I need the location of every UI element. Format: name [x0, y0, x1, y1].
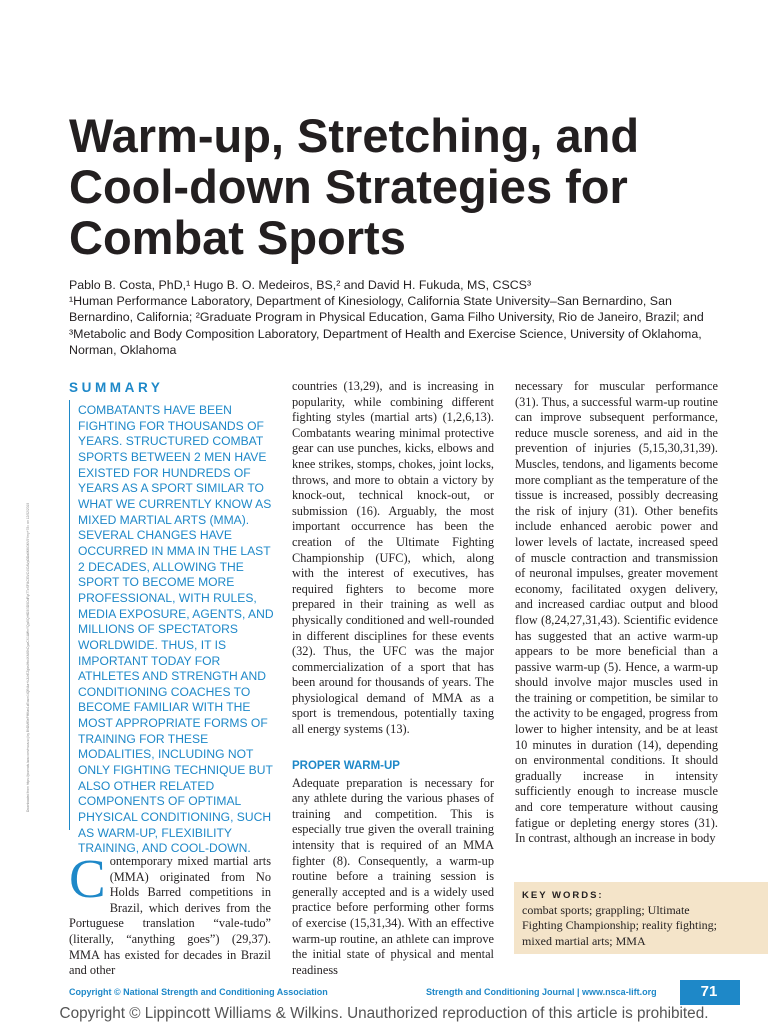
body-paragraph: necessary for muscular performance (31). Thus, a successful warm-up routine can improve subsequent performance, reduce muscle soreness, and aid in the prevention of injuries (5,15,30,31,39). Muscles, tendons, and ligaments become more compliant as the temperature of the tissue is increased, possibly decreasing the risk of injury (31). Other benefits include enhanced aerobic power and lower levels of lactate, increased speed of muscle contraction and transmission of neuronal impulses, greater movement economy, facilitated oxygen delivery, and increased cardiac output and blood flow (8,24,27,31,43). Scientific evidence has suggested that an active warm-up appears to be more beneficial than a passive warm-up (5). Hence, a warm-up should involve major muscles used in the training or competition, be similar to the activity to be engaged, progress from lower to higher intensity, and be at least 10 minutes in duration (14), depending on environmental conditions. It should gradually increase in intensity sufficiently enough to increase muscle and core temperature without causing fatigue or depleting energy stores (31). In contrast, although an increase in body [515, 379, 718, 846]
column-3 [515, 379, 718, 847]
body-paragraph: countries (13,29), and is increasing in popularity, while combining different fighting styles (martial arts) (1,2,6,13). Combatants wearing minimal protective gear can use punches, kicks, elbows and knee strikes, stomps, chokes, joint locks, throws, and more to obtain a victory by knock-out, technical knock-out, or submission (16). Arguably, the most important occurrence has been the creation of the Ultimate Fighting Championship (UFC), which, along with the interest of executives, has required fighters to become more prepared in their training as well as physically conditioned and well-rounded in different disciplines for these events (32). Thus, the UFC was the major commercialization of a sport that has been around for thousands of years. The physiological demand of MMA as a sport is tremendous, potentially taxing all energy systems (13). [292, 379, 494, 737]
footer-copyright: Copyright © National Strength and Conditioning Association [69, 987, 328, 997]
keywords-box [514, 882, 768, 954]
summary-heading: SUMMARY [69, 380, 164, 395]
warmup-paragraph: Adequate preparation is necessary for any athlete during the various phases of training and competition. This is especially true given the overall training intensity that is required of an MMA fighter (8). Consequently, a warm-up routine before a training session is generally accepted and is a widely used practice before performing other forms of exercise (15,31,34). With an effective warm-up routine, an athlete can improve the initial state of physical and mental readiness [292, 775, 494, 977]
author-affiliations: ¹Human Performance Laboratory, Department of Kinesiology, California State University–San Bernardino, San Bernardino, California; ²Graduate Program in Physical Education, Gama Filho University, Rio de Janeiro, Brazil; and ³Metabolic and Body Composition Laboratory, Department of Health and Exercise Science, University of Oklahoma, Norman, Oklahoma [69, 294, 704, 358]
drop-cap: C [69, 848, 106, 909]
intro-paragraph [69, 848, 271, 979]
page-number: 71 [700, 983, 718, 1000]
copyright-notice: Copyright © Lippincott Williams & Wilkins. Unauthorized reproduction of this article is prohibited. [59, 1005, 709, 1022]
section-heading-warm-up: PROPER WARM-UP [292, 759, 400, 772]
summary-text [78, 403, 278, 857]
article-title: Warm-up, Stretching, and Cool-down Strategies for Combat Sports [69, 109, 640, 264]
download-watermark [18, 320, 28, 820]
intro-text: ontemporary mixed martial arts (MMA) originated from No Holds Barred competitions in Brazil, which derives from the Portuguese translation “vale-tudo” (literally, “anything goes”) (29,37). MMA has existed for decades in Brazil and other [69, 854, 271, 978]
keywords-heading: KEY WORDS: [522, 890, 604, 901]
column-2 [292, 379, 494, 978]
summary-paragraph: COMBATANTS HAVE BEEN FIGHTING FOR THOUSANDS OF YEARS. STRUCTURED COMBAT SPORTS BETWEEN 2 MEN HAVE EXISTED FOR HUNDREDS OF YEARS AS A SPORT SIMILAR TO WHAT WE CURRENTLY KNOW AS MIXED MARTIAL ARTS (MMA). SEVERAL CHANGES HAVE OCCURRED IN MMA IN THE LAST 2 DECADES, ALLOWING THE SPORT TO BECOME MORE PROFESSIONAL, WITH RULES, MEDIA EXPOSURE, AGENTS, AND MILLIONS OF SPECTATORS WORLDWIDE. THUS, IT IS IMPORTANT TODAY FOR ATHLETES AND STRENGTH AND CONDITIONING COACHES TO BECOME FAMILIAR WITH THE MOST APPROPRIATE FORMS OF TRAINING FOR THESE MODALITIES, INCLUDING NOT ONLY FIGHTING TECHNIQUE BUT ALSO OTHER RELATED COMPONENTS OF OPTIMAL PHYSICAL CONDITIONING, SUCH AS WARM-UP, FLEXIBILITY TRAINING, AND COOL-DOWN. [78, 403, 274, 856]
keywords-text: combat sports; grappling; Ultimate Fighting Championship; reality fighting; mixed martial arts; MMA [522, 903, 717, 948]
download-note: Downloaded from https://journals.lww.com/nsca-scj by BhDMf5ePHKav1zEoum1tQfN4a+kJLhEZgbsIHo4XMi0hCywCX1AWnYQp/IlQrHD3i3D0OdRyi7TvSFl4Cf3VC4/OAVpDDa8KKGKV0Ymy+78= on 12/02/2019 [26, 502, 30, 812]
summary-rule [69, 400, 70, 830]
footer-journal: Strength and Conditioning Journal | www.nsca-lift.org [426, 987, 657, 997]
page-number-badge [680, 980, 740, 1005]
author-list: Pablo B. Costa, PhD,¹ Hugo B. O. Medeiros, BS,² and David H. Fukuda, MS, CSCS³ [69, 278, 532, 292]
